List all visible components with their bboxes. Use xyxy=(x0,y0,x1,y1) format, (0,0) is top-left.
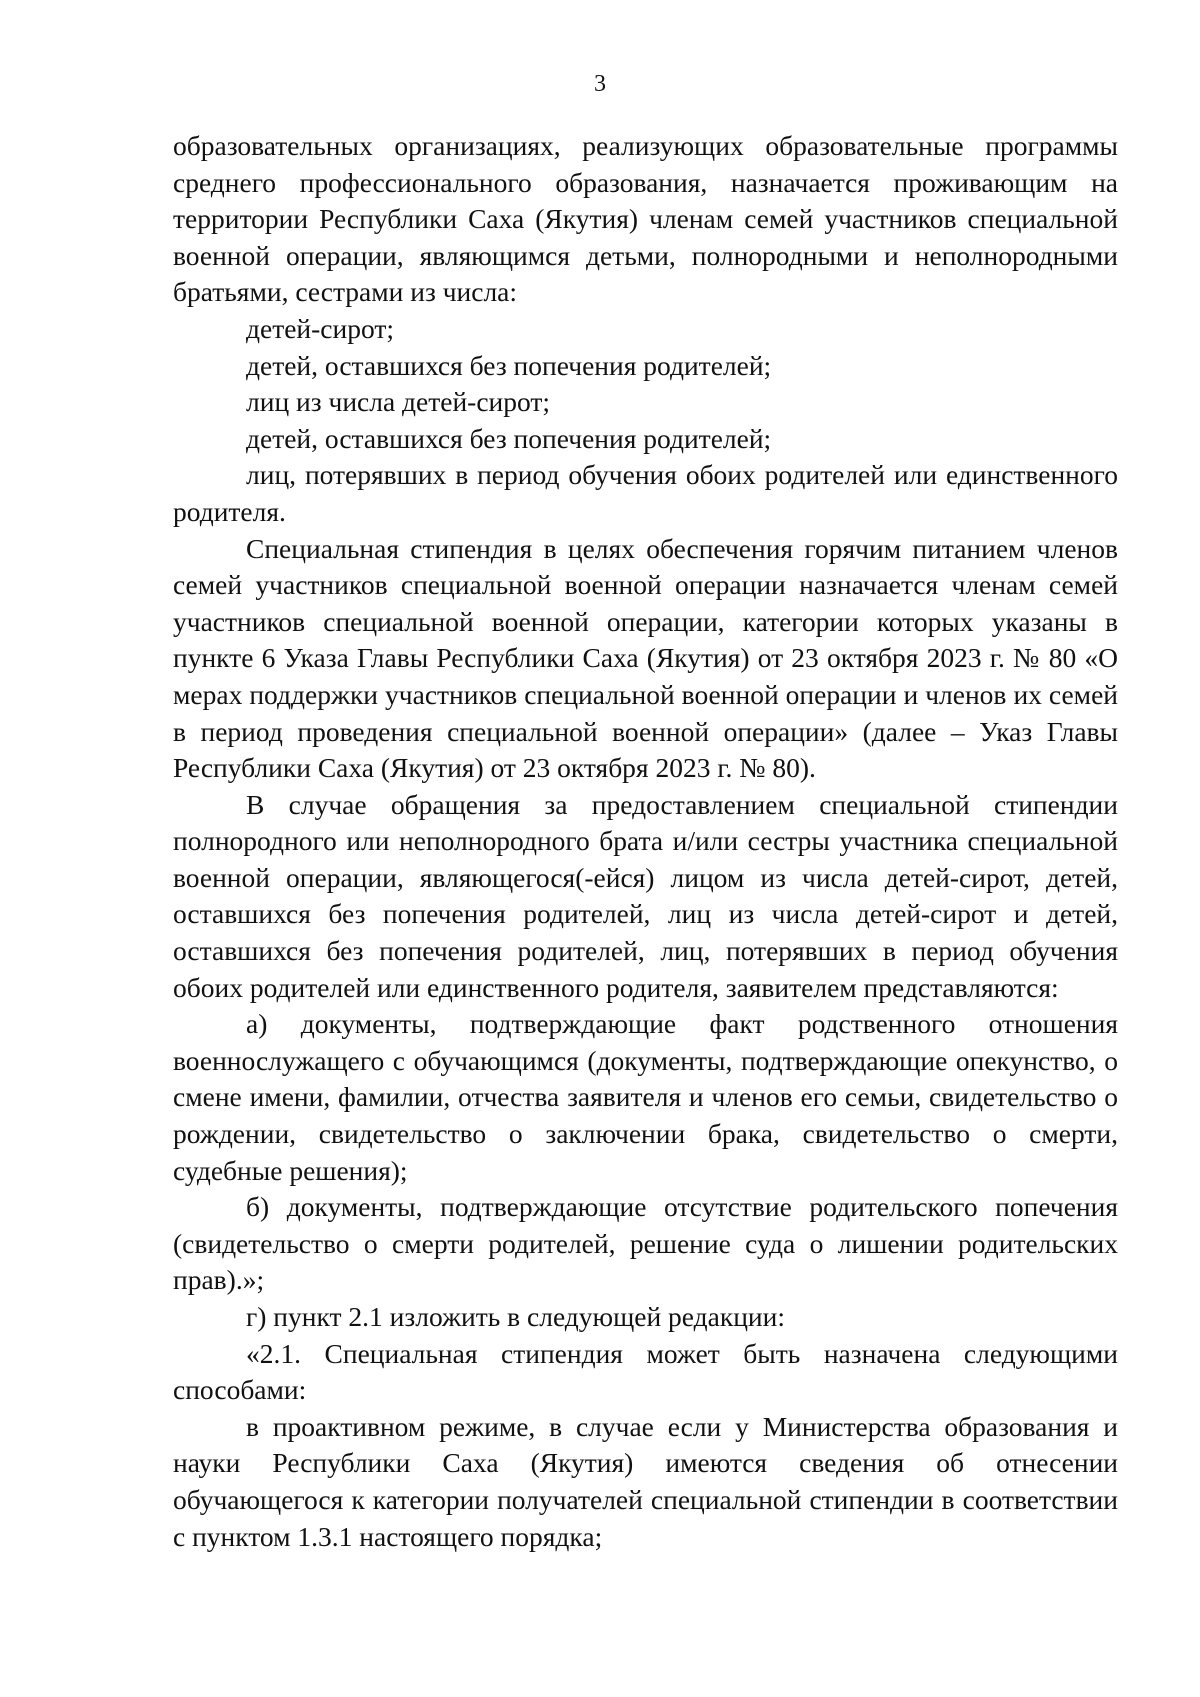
paragraph-intro: образовательных организациях, реализующих образовательные программы среднего профессионального образования, назначается проживающим на территории Республики Саха (Якутия) членам семей участников специальной военной операции, являющимся детьми, полнородными и неполнородными братьями, сестрами из числа: xyxy=(173,130,1118,308)
page-number: 3 xyxy=(594,71,606,97)
list-item-without-care: детей, оставшихся без попечения родителей; xyxy=(246,349,772,381)
list-item-former-orphans: лиц из числа детей-сирот; xyxy=(246,386,551,418)
paragraph-proactive: в проактивном режиме, в случае если у Министерства образования и науки Республики Саха (Якутия) имеются сведения об отнесении обучающегося к категории получателей специальной стипендии в соответствии с пунктом 1.3.1 настоящего порядка; xyxy=(173,1410,1118,1552)
paragraph-item-b: б) документы, подтверждающие отсутствие родительского попечения (свидетельство о смерти родителей, решение суда о лишении родительских прав).»; xyxy=(173,1191,1118,1296)
document-body xyxy=(173,128,1118,1555)
list-item-without-care-2: детей, оставшихся без попечения родителей; xyxy=(246,422,772,454)
list-item-lost-parents: лиц, потерявших в период обучения обоих родителей или единственного родителя. xyxy=(173,459,1118,527)
paragraph-item-a: а) документы, подтверждающие факт родственного отношения военнослужащего с обучающимся (документы, подтверждающие опекунство, о смене имени, фамилии, отчества заявителя и членов его семьи, свидетельство о рождении, свидетельство о заключении брака, свидетельство о смерти, судебные решения); xyxy=(173,1008,1118,1186)
paragraph-item-g: г) пункт 2.1 изложить в следующей редакции: xyxy=(246,1301,785,1332)
list-item-orphans: детей-сирот; xyxy=(246,312,395,344)
paragraph-application: В случае обращения за предоставлением специальной стипендии полнородного или неполнородного брата и/или сестры участника специальной военной операции, являющегося(-ейся) лицом из числа детей-сирот, детей, оставшихся без попечения родителей, лиц из числа детей-сирот и детей, оставшихся без попечения родителей, лиц, потерявших в период обучения обоих родителей или единственного родителя, заявителем представляются: xyxy=(173,788,1118,1003)
paragraph-hot-meals: Специальная стипендия в целях обеспечения горячим питанием членов семей участников специальной военной операции назначается членам семей участников специальной военной операции, категории которых указаны в пункте 6 Указа Главы Республики Саха (Якутия) от 23 октября 2023 г. № 80 «О мерах поддержки участников специальной военной операции и членов их семей в период проведения специальной военной операции» (далее – Указ Главы Республики Саха (Якутия) от 23 октября 2023 г. № 80). xyxy=(173,532,1118,784)
paragraph-2-1: «2.1. Специальная стипендия может быть назначена следующими способами: xyxy=(173,1337,1118,1406)
